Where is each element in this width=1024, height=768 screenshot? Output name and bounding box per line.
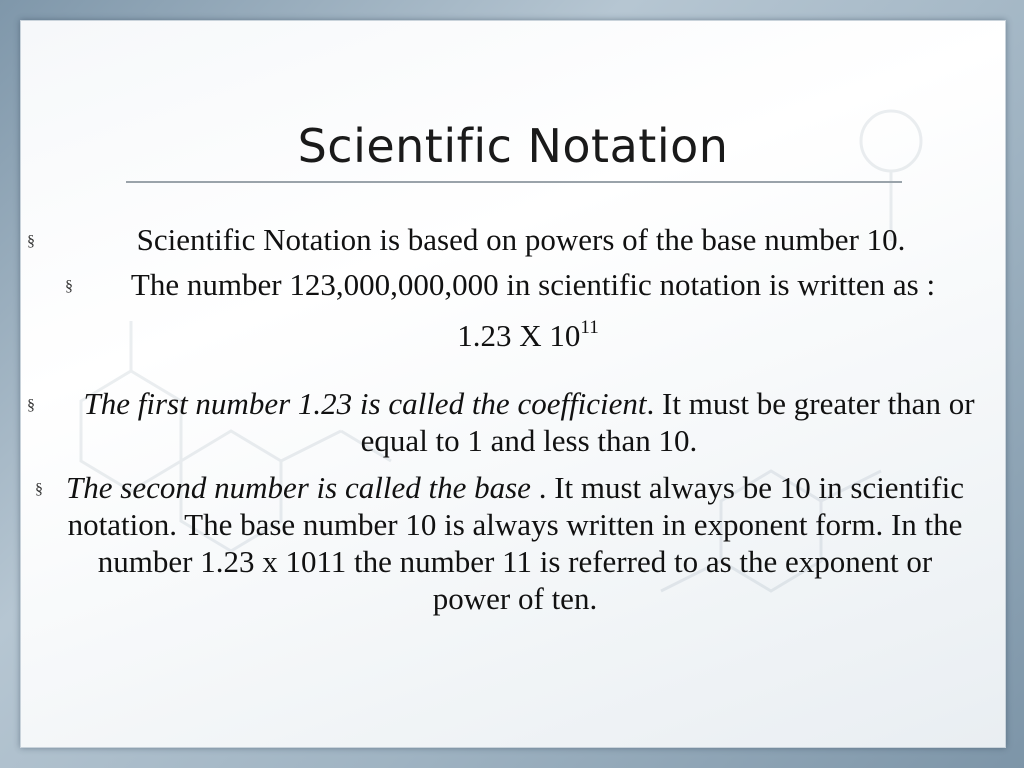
bullet-italic-text: The first number 1.23 is called the coefficient: [83, 386, 647, 421]
formula-exponent: 11: [580, 317, 599, 338]
slide-title: Scientific Notation: [297, 119, 729, 173]
bullet-text: The number 123,000,000,000 in scientific notation is written as :: [130, 267, 936, 302]
square-bullet-icon: §: [35, 481, 43, 498]
bullet-text: Scientific Notation is based on powers of the base number 10.: [136, 222, 906, 257]
bullet-text: . It must always be 10 in scientific notation. The base number 10 is always written in exponent form. In the number 1.23 x 1011 the number 11 is referred to as the exponent or power of ten.: [67, 470, 964, 616]
bullet-item-3: [21, 385, 1005, 459]
bullet-item-1: [21, 221, 1005, 258]
formula-base: 1.23 X 10: [457, 318, 581, 353]
bullet-text: . It must be greater than or equal to 1 and less than 10.: [360, 386, 975, 458]
square-bullet-icon: §: [27, 397, 35, 414]
square-bullet-icon: §: [65, 278, 73, 295]
slide-body: [21, 221, 1005, 617]
bullet-item-4: [21, 469, 1005, 617]
scientific-notation-formula: [21, 309, 1005, 354]
bullet-italic-text: The second number is called the base: [66, 470, 531, 505]
square-bullet-icon: §: [27, 233, 35, 250]
bullet-item-2: [21, 266, 1005, 303]
slide-panel: [20, 20, 1006, 748]
title-divider: [126, 181, 902, 183]
